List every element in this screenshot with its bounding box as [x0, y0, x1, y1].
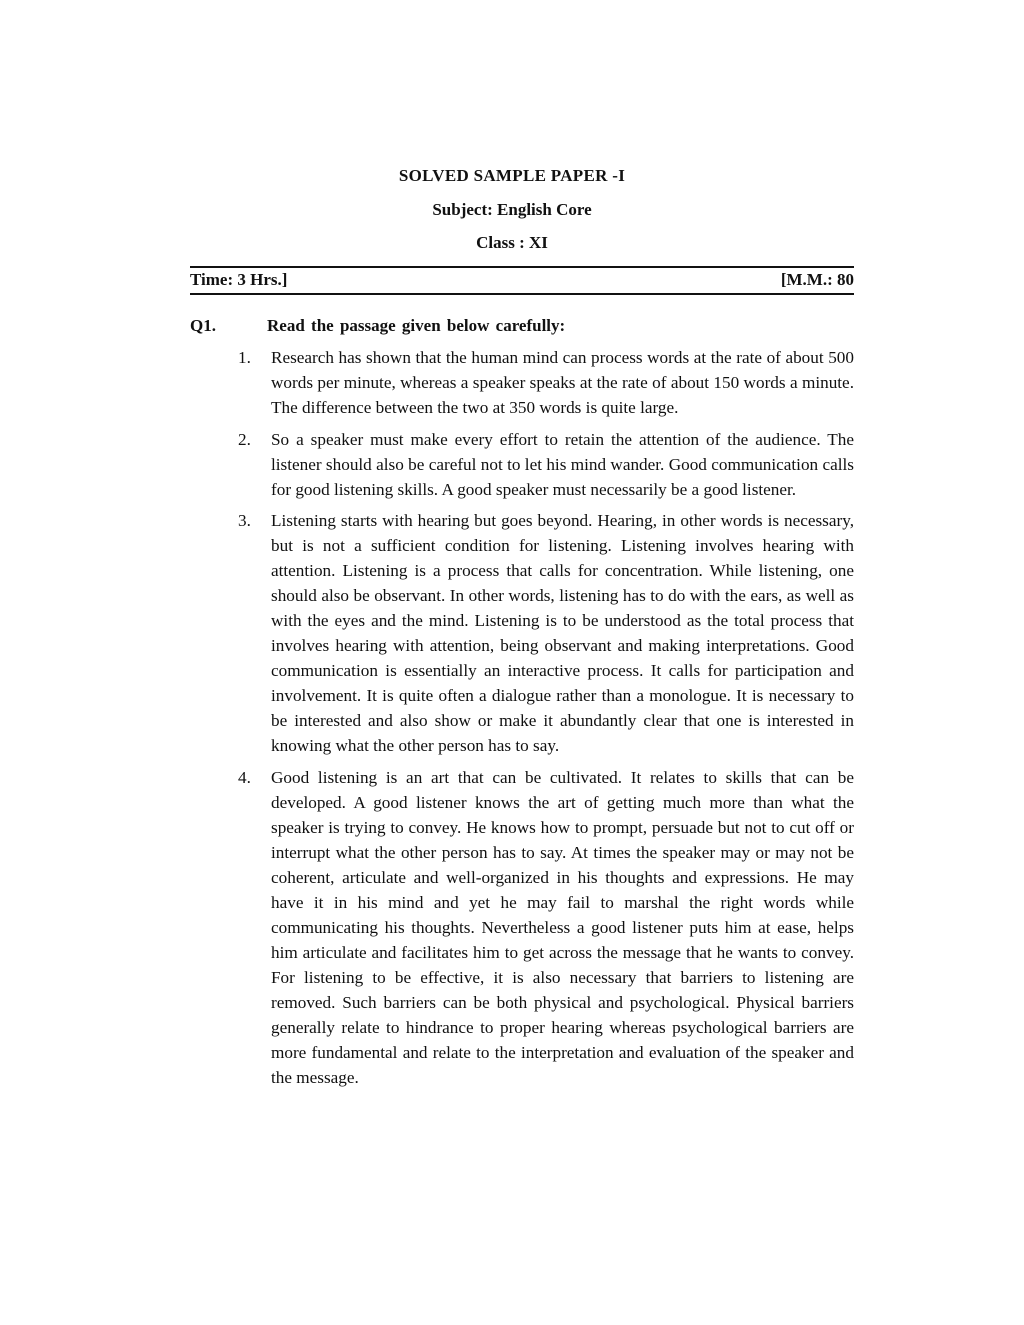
header-rule-top	[190, 266, 854, 268]
exam-meta-row	[190, 269, 854, 291]
paragraph-number: 2.	[238, 430, 251, 449]
time-allowed: Time: 3 Hrs.]	[190, 270, 288, 289]
question-number: Q1.	[190, 316, 216, 335]
paragraph-number: 4.	[238, 768, 251, 787]
paragraph-text: Listening starts with hearing but goes beyond. Hearing, in other words is necessary, but is not a sufficient condition for listening. Listening involves hearing with attention. Listening is a process that calls for concentration. While listening, one should also be observant. In other words, listening has to do with the ears, as well as with the eyes and the mind. Listening is to be understood as the total process that involves hearing with attention, being observant and making interpretations. Good communication is essentially an interactive process. It calls for participation and involvement. It is quite often a dialogue rather than a monologue. It is necessary to be interested and also show or make it abundantly clear that one is interested in knowing what the other person has to say.	[271, 511, 854, 755]
paragraph-text: Research has shown that the human mind can process words at the rate of about 500 words per minute, whereas a speaker speaks at the rate of about 150 words a minute. The difference between the two at 350 words is quite large.	[271, 348, 854, 417]
paper-title: SOLVED SAMPLE PAPER -I	[398, 166, 626, 185]
paper-subject: Subject: English Core	[432, 200, 592, 219]
header-rule-bottom	[190, 293, 854, 295]
question-instruction: Read the passage given below carefully:	[267, 316, 566, 335]
paragraph-number: 3.	[238, 511, 251, 530]
paper-class: Class : XI	[476, 233, 548, 252]
paragraph-number: 1.	[238, 348, 251, 367]
paragraph-text: Good listening is an art that can be cultivated. It relates to skills that can be developed. A good listener knows the art of getting much more than what the speaker is trying to convey. He knows how to prompt, persuade but not to cut off or interrupt what the other person has to say. At times the speaker may or may not be coherent, articulate and well-organized in his thoughts and expressions. He may have it in his mind and yet he may fail to marshal the right words while communicating his thoughts. Nevertheless a good listener puts him at ease, helps him articulate and facilitates him to get across the message that he wants to convey. For listening to be effective, it is also necessary that barriers to listening are removed. Such barriers can be both physical and psychological. Physical barriers generally relate to hindrance to proper hearing whereas psychological barriers are more fundamental and relate to the interpretation and evaluation of the speaker and the message.	[271, 768, 854, 1087]
paragraph-text: So a speaker must make every effort to retain the attention of the audience. The listener should also be careful not to let his mind wander. Good communication calls for good listening skills. A good speaker must necessarily be a good listener.	[271, 430, 854, 499]
maximum-marks: [M.M.: 80	[780, 270, 854, 289]
